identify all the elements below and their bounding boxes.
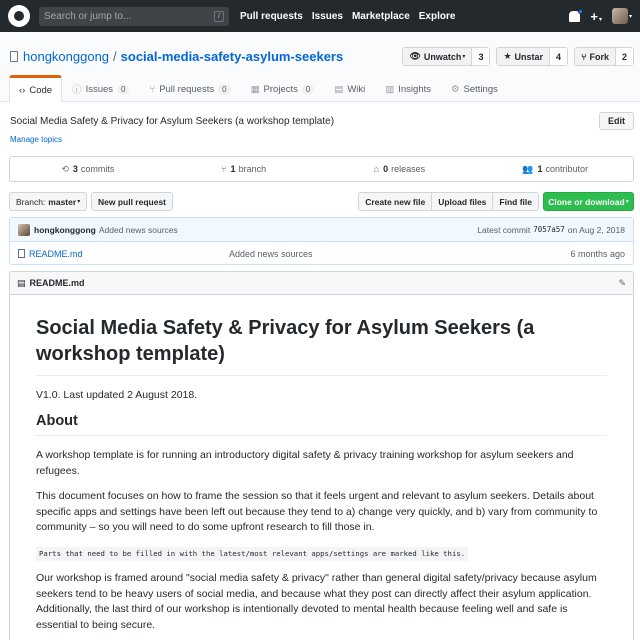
new-pull-request-button[interactable]: New pull request — [91, 192, 173, 211]
tab-label: Code — [29, 84, 53, 96]
tab-insights[interactable] — [375, 75, 441, 102]
latest-commit-bar — [10, 218, 633, 242]
commit-author[interactable]: hongkonggong — [34, 224, 96, 235]
search-input[interactable] — [39, 7, 229, 26]
repo-name-link[interactable]: social-media-safety-asylum-seekers — [120, 49, 344, 64]
repo-book-icon — [10, 51, 18, 62]
tab-label: Projects — [263, 83, 298, 95]
branch-label: branch — [238, 164, 267, 174]
readme-code-note: Parts that need to be filled in with the latest/most relevant apps/settings are marked like this. — [36, 547, 468, 561]
file-age: 6 months ago — [570, 248, 625, 259]
star-group — [496, 47, 568, 66]
commits-count: 3 — [72, 164, 78, 174]
readme-paragraph-1: A workshop template is for running an introductory digital safety & privacy training workshop for asylum seekers and refugees. — [36, 449, 574, 477]
gear-icon: ⚙ — [451, 83, 460, 95]
file-icon — [18, 249, 25, 258]
clone-download-button[interactable] — [543, 192, 634, 211]
tab-label: Insights — [398, 83, 431, 95]
search-placeholder: Search or jump to... — [44, 10, 132, 22]
fork-group — [574, 47, 634, 66]
search-shortcut-key: / — [214, 11, 224, 22]
commit-message[interactable]: Added news sources — [98, 224, 178, 235]
branch-count: 1 — [230, 164, 236, 174]
readme-paragraph-3: Our workshop is framed around "social media safety & privacy" rather than general digital safety/privacy because asylum seekers tend to be heavy users of social media, and because what they post can directly affect their asylum application. Additionally, the last third of our workshop is intentionally devoted to mental health because feeling well and safe is essential to being secure. — [36, 572, 597, 631]
repo-owner-link[interactable]: hongkonggong — [23, 49, 110, 64]
create-new-file-button[interactable]: Create new file — [359, 193, 432, 210]
fork-button[interactable] — [575, 48, 616, 65]
header-right — [569, 8, 632, 24]
tab-issues[interactable] — [62, 75, 139, 102]
global-header — [0, 0, 640, 32]
unstar-button[interactable] — [497, 48, 550, 65]
repo-title — [10, 49, 343, 64]
branch-select-button[interactable] — [9, 192, 87, 211]
tab-pull-requests[interactable] — [139, 75, 240, 102]
tab-label: Settings — [463, 83, 498, 95]
pull-requests-counter: 0 — [218, 84, 230, 95]
repo-header — [0, 32, 640, 102]
history-icon: ⟲ — [61, 163, 69, 174]
clone-label: Clone or download — [548, 196, 625, 207]
eye-icon: 👁 — [409, 51, 421, 61]
readme-content — [10, 295, 633, 633]
readme-version: V1.0. Last updated 2 August 2018. — [36, 389, 198, 401]
tag-icon: ⌂ — [373, 164, 380, 174]
star-count[interactable]: 4 — [550, 48, 567, 65]
releases-count: 0 — [383, 164, 389, 174]
projects-counter: 0 — [302, 84, 314, 95]
repo-tabs — [9, 75, 508, 102]
file-name-link[interactable]: README.md — [29, 248, 83, 259]
chevron-down-icon: ▾ — [628, 13, 632, 20]
tab-label: Issues — [85, 83, 114, 95]
readme-panel — [9, 271, 634, 640]
repo-actions — [402, 47, 634, 66]
branch-select-label: Branch: — [16, 196, 46, 207]
find-file-button[interactable]: Find file — [499, 196, 532, 207]
avatar[interactable] — [18, 224, 30, 236]
tab-code[interactable] — [9, 75, 62, 102]
tab-label: Wiki — [347, 83, 366, 95]
notifications-bell-icon[interactable] — [569, 11, 580, 22]
chevron-down-icon: ▾ — [625, 199, 629, 205]
code-icon: ‹› — [19, 84, 26, 96]
contributors-count: 1 — [537, 164, 543, 174]
fork-count[interactable]: 2 — [616, 48, 633, 65]
file-actions-group — [358, 192, 539, 211]
file-navigation — [9, 192, 634, 211]
nav-pull-requests[interactable]: Pull requests — [240, 10, 303, 22]
people-icon: 👥 — [522, 163, 534, 174]
commit-date: on Aug 2, 2018 — [567, 224, 625, 235]
unwatch-button[interactable] — [403, 48, 472, 65]
branches-link[interactable] — [166, 157, 322, 181]
commits-link[interactable] — [10, 157, 166, 181]
chevron-down-icon: ▾ — [77, 199, 81, 205]
commit-sha[interactable]: 7057a57 — [533, 225, 565, 234]
releases-label: releases — [391, 164, 426, 174]
numbers-summary — [9, 156, 634, 182]
contributors-label: contributor — [545, 164, 588, 174]
nav-issues[interactable]: Issues — [311, 10, 343, 22]
unread-dot — [578, 9, 583, 14]
pencil-icon[interactable]: ✎ — [618, 277, 626, 288]
manage-topics-link[interactable]: Manage topics — [10, 135, 63, 144]
tab-projects[interactable] — [241, 75, 325, 102]
table-row — [10, 242, 633, 265]
book-icon: ▤ — [17, 277, 26, 288]
global-nav — [240, 11, 464, 22]
chevron-down-icon: ▾ — [598, 16, 602, 23]
watch-count[interactable]: 3 — [472, 48, 489, 65]
create-new-menu[interactable] — [590, 9, 602, 24]
file-listing — [9, 217, 634, 265]
nav-marketplace[interactable]: Marketplace — [351, 10, 410, 22]
repo-description: Social Media Safety & Privacy for Asylum Seekers (a workshop template) — [10, 116, 335, 127]
contributors-link[interactable] — [477, 157, 633, 181]
nav-explore[interactable]: Explore — [418, 10, 456, 22]
chevron-down-icon: ▾ — [462, 54, 466, 60]
avatar — [612, 8, 628, 24]
fork-label: Fork — [589, 51, 609, 62]
fork-icon: ⑂ — [581, 51, 587, 62]
tab-label: Pull requests — [159, 83, 215, 95]
user-menu[interactable] — [612, 8, 632, 24]
branch-name: master — [48, 196, 77, 207]
readme-paragraph-2: This document focuses on how to frame the session so that it feels urgent and relevant to asylum seekers. Details about specific apps and settings have been left out because they tend to a) change very quickly, and b) vary from community to community – so you will need to do some upfront research to fill those in. — [36, 490, 598, 533]
pull-request-icon: ⑂ — [149, 83, 156, 95]
issue-icon: ⓘ — [72, 85, 82, 96]
upload-files-button[interactable]: Upload files — [432, 193, 493, 210]
latest-commit-label: Latest commit — [477, 224, 531, 235]
watch-group — [402, 47, 490, 66]
releases-link[interactable] — [322, 157, 478, 181]
readme-title: Social Media Safety & Privacy for Asylum Seekers (a workshop template) — [36, 315, 607, 376]
tab-settings[interactable] — [441, 75, 508, 102]
readme-header — [10, 272, 633, 295]
star-icon: ★ — [503, 51, 512, 61]
edit-description-button[interactable]: Edit — [599, 112, 634, 130]
unwatch-label: Unwatch — [423, 51, 462, 62]
tab-wiki[interactable] — [324, 75, 375, 102]
file-commit-message[interactable]: Added news sources — [229, 248, 313, 259]
graph-icon: ▥ — [385, 83, 395, 95]
readme-filename: README.md — [29, 278, 85, 288]
repo-separator: / — [113, 49, 117, 64]
readme-about-heading: About — [36, 414, 607, 437]
plus-icon: + — [590, 8, 598, 24]
commits-label: commits — [80, 164, 115, 174]
issues-counter: 0 — [117, 84, 129, 95]
unstar-label: Unstar — [514, 51, 544, 62]
branch-icon: ⑂ — [221, 164, 227, 174]
book-icon: ▤ — [334, 83, 344, 95]
github-logo-icon[interactable] — [8, 5, 30, 27]
project-icon: ▦ — [250, 83, 260, 95]
